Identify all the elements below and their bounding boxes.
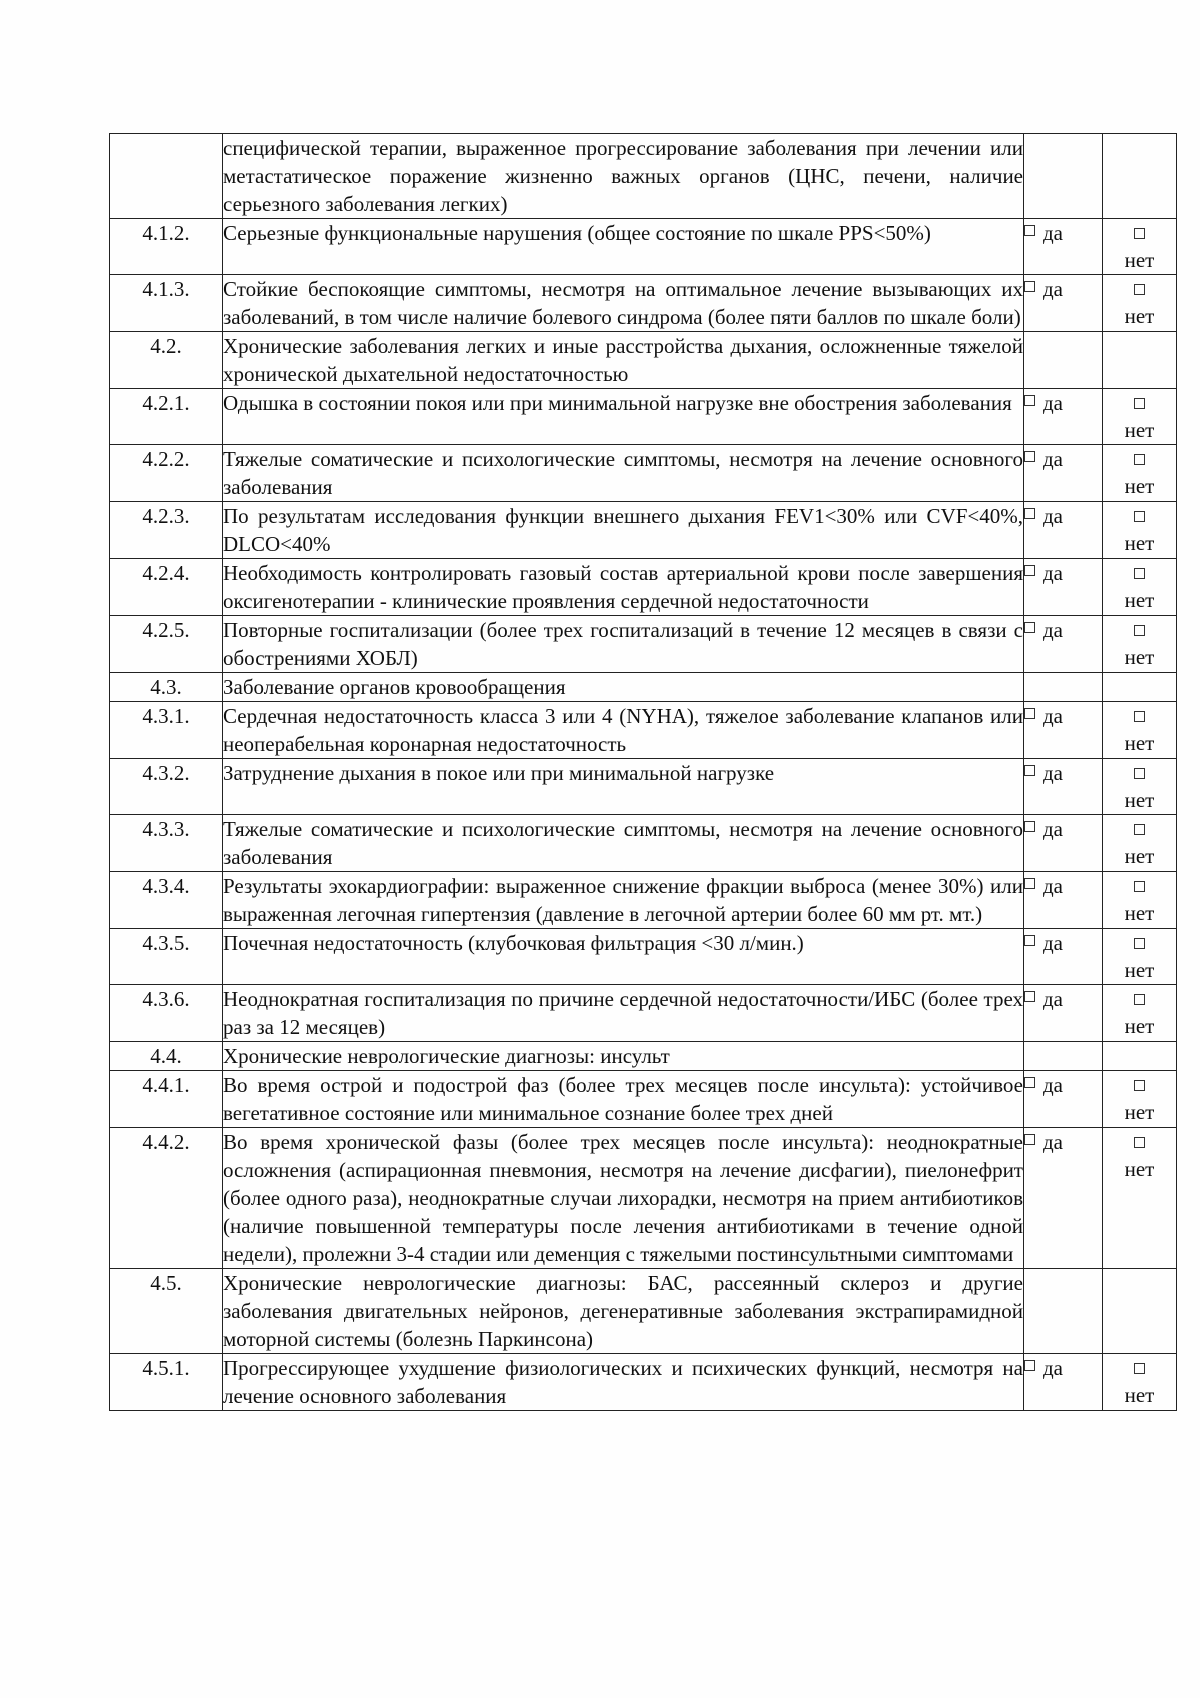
yes-cell [1024,332,1103,389]
no-cell [1103,759,1177,815]
no-label: нет [1124,418,1155,442]
yes-checkbox[interactable] [1024,451,1035,462]
no-cell [1103,985,1177,1042]
yes-checkbox[interactable] [1024,1077,1035,1088]
table-row [110,1354,1177,1411]
yes-cell [1024,1071,1103,1128]
yes-checkbox[interactable] [1024,878,1035,889]
table-row [110,616,1177,673]
no-label: нет [1124,788,1155,812]
no-label: нет [1124,958,1155,982]
row-criterion-text: Необходимость контролировать газовый состав артериальной крови после завершения оксигенотерапии - клинические проявления сердечной недостаточности [223,559,1024,616]
no-checkbox[interactable] [1134,398,1145,409]
no-cell [1103,929,1177,985]
row-criterion-text: Во время хронической фазы (более трех месяцев после инсульта): неоднократные осложнения (аспирационная пневмония, несмотря на лечение дисфагии), пиелонефрит (более одного раза), неоднократные случаи лихорадки, несмотря на прием антибиотиков (наличие повышенной температуры после лечения антибиотиками в течение одной недели), пролежни 3-4 стадии или деменция с тяжелыми постинсультными симптомами [223,1128,1024,1269]
yes-cell [1024,275,1103,332]
row-number: 4.3.4. [110,872,223,929]
no-cell [1103,275,1177,332]
yes-checkbox[interactable] [1024,281,1035,292]
row-number: 4.2.2. [110,445,223,502]
yes-label: да [1043,874,1064,898]
row-criterion-text: Почечная недостаточность (клубочковая фильтрация <30 л/мин.) [223,929,1024,985]
row-number: 4.3.3. [110,815,223,872]
no-cell [1103,1354,1177,1411]
row-criterion-text: Тяжелые соматические и психологические симптомы, несмотря на лечение основного заболевания [223,815,1024,872]
criteria-table-body [110,134,1177,1411]
yes-cell [1024,929,1103,985]
row-criterion-text: Тяжелые соматические и психологические симптомы, несмотря на лечение основного заболевания [223,445,1024,502]
no-cell [1103,389,1177,445]
no-label: нет [1124,901,1155,925]
yes-label: да [1043,221,1064,245]
no-cell [1103,673,1177,702]
yes-checkbox[interactable] [1024,1360,1035,1371]
row-criterion-text: Результаты эхокардиографии: выраженное снижение фракции выброса (менее 30%) или выраженная легочная гипертензия (давление в легочной артерии более 60 мм рт. мт.) [223,872,1024,929]
row-number: 4.2.4. [110,559,223,616]
no-cell [1103,559,1177,616]
row-criterion-text: специфической терапии, выраженное прогрессирование заболевания при лечении или метастатическое поражение жизненно важных органов (ЦНС, печени, наличие серьезного заболевания легких) [223,134,1024,219]
yes-cell [1024,1128,1103,1269]
no-checkbox[interactable] [1134,824,1145,835]
yes-label: да [1043,761,1064,785]
yes-cell [1024,702,1103,759]
no-checkbox[interactable] [1134,1363,1145,1374]
table-row [110,445,1177,502]
no-checkbox[interactable] [1134,881,1145,892]
yes-cell [1024,759,1103,815]
row-number: 4.3. [110,673,223,702]
table-row [110,1042,1177,1071]
no-cell [1103,616,1177,673]
yes-checkbox[interactable] [1024,508,1035,519]
row-number: 4.2.1. [110,389,223,445]
no-cell [1103,332,1177,389]
yes-cell [1024,1354,1103,1411]
no-checkbox[interactable] [1134,454,1145,465]
no-label: нет [1124,731,1155,755]
table-row [110,929,1177,985]
no-checkbox[interactable] [1134,768,1145,779]
row-number: 4.3.5. [110,929,223,985]
no-checkbox[interactable] [1134,228,1145,239]
no-label: нет [1124,531,1155,555]
no-checkbox[interactable] [1134,284,1145,295]
row-criterion-text: Повторные госпитализации (более трех госпитализаций в течение 12 месяцев в связи с обострениями ХОБЛ) [223,616,1024,673]
yes-cell [1024,134,1103,219]
no-cell [1103,502,1177,559]
row-number: 4.3.1. [110,702,223,759]
no-label: нет [1124,645,1155,669]
row-criterion-text: Сердечная недостаточность класса 3 или 4 (NYHA), тяжелое заболевание клапанов или неоперабельная коронарная недостаточность [223,702,1024,759]
yes-cell [1024,389,1103,445]
yes-label: да [1043,391,1064,415]
yes-label: да [1043,1130,1064,1154]
row-criterion-text: Хронические неврологические диагнозы: инсульт [223,1042,1024,1071]
table-row [110,389,1177,445]
row-number [110,134,223,219]
yes-cell [1024,219,1103,275]
no-checkbox[interactable] [1134,938,1145,949]
yes-cell [1024,445,1103,502]
table-row [110,332,1177,389]
yes-label: да [1043,817,1064,841]
yes-label: да [1043,618,1064,642]
yes-cell [1024,985,1103,1042]
yes-label: да [1043,561,1064,585]
row-number: 4.4.2. [110,1128,223,1269]
yes-label: да [1043,504,1064,528]
yes-cell [1024,616,1103,673]
row-number: 4.2.3. [110,502,223,559]
table-row [110,1071,1177,1128]
no-cell [1103,1269,1177,1354]
row-criterion-text: Неоднократная госпитализация по причине сердечной недостаточности/ИБС (более трех раз за 12 месяцев) [223,985,1024,1042]
yes-checkbox[interactable] [1024,622,1035,633]
no-cell [1103,1042,1177,1071]
no-cell [1103,445,1177,502]
yes-cell [1024,559,1103,616]
row-number: 4.5. [110,1269,223,1354]
no-label: нет [1124,1383,1155,1407]
table-row [110,985,1177,1042]
yes-label: да [1043,704,1064,728]
no-label: нет [1124,304,1155,328]
yes-cell [1024,673,1103,702]
no-checkbox[interactable] [1134,1080,1145,1091]
row-criterion-text: Хронические неврологические диагнозы: БАС, рассеянный склероз и другие заболевания двигательных нейронов, дегенеративные заболевания экстрапирамидной моторной системы (болезнь Паркинсона) [223,1269,1024,1354]
row-number: 4.4. [110,1042,223,1071]
yes-checkbox[interactable] [1024,821,1035,832]
table-row [110,673,1177,702]
row-criterion-text: Заболевание органов кровообращения [223,673,1024,702]
no-label: нет [1124,588,1155,612]
no-label: нет [1124,1157,1155,1181]
row-criterion-text: Одышка в состоянии покоя или при минимальной нагрузке вне обострения заболевания [223,389,1024,445]
row-criterion-text: По результатам исследования функции внешнего дыхания FEV1<30% или CVF<40%, DLCO<40% [223,502,1024,559]
row-number: 4.2. [110,332,223,389]
yes-checkbox[interactable] [1024,565,1035,576]
row-number: 4.4.1. [110,1071,223,1128]
table-row [110,1128,1177,1269]
no-checkbox[interactable] [1134,625,1145,636]
yes-cell [1024,1269,1103,1354]
row-number: 4.1.2. [110,219,223,275]
row-number: 4.3.2. [110,759,223,815]
no-label: нет [1124,1100,1155,1124]
yes-checkbox[interactable] [1024,395,1035,406]
yes-cell [1024,1042,1103,1071]
yes-checkbox[interactable] [1024,991,1035,1002]
yes-checkbox[interactable] [1024,708,1035,719]
table-row [110,219,1177,275]
no-checkbox[interactable] [1134,511,1145,522]
no-checkbox[interactable] [1134,994,1145,1005]
no-checkbox[interactable] [1134,1137,1145,1148]
table-row [110,502,1177,559]
table-row [110,1269,1177,1354]
row-criterion-text: Серьезные функциональные нарушения (общее состояние по шкале PPS<50%) [223,219,1024,275]
row-number: 4.5.1. [110,1354,223,1411]
yes-cell [1024,815,1103,872]
yes-checkbox[interactable] [1024,935,1035,946]
table-row [110,702,1177,759]
no-cell [1103,1128,1177,1269]
row-criterion-text: Хронические заболевания легких и иные расстройства дыхания, осложненные тяжелой хронической дыхательной недостаточностью [223,332,1024,389]
table-row [110,275,1177,332]
no-cell [1103,1071,1177,1128]
no-label: нет [1124,248,1155,272]
row-criterion-text: Стойкие беспокоящие симптомы, несмотря на оптимальное лечение вызывающих их заболеваний, в том числе наличие болевого синдрома (более пяти баллов по шкале боли) [223,275,1024,332]
no-checkbox[interactable] [1134,711,1145,722]
table-row [110,872,1177,929]
yes-label: да [1043,931,1064,955]
yes-checkbox[interactable] [1024,765,1035,776]
no-label: нет [1124,1014,1155,1038]
yes-label: да [1043,987,1064,1011]
no-cell [1103,134,1177,219]
yes-checkbox[interactable] [1024,1134,1035,1145]
row-criterion-text: Затруднение дыхания в покое или при минимальной нагрузке [223,759,1024,815]
row-number: 4.2.5. [110,616,223,673]
row-number: 4.1.3. [110,275,223,332]
yes-checkbox[interactable] [1024,225,1035,236]
yes-label: да [1043,1356,1064,1380]
yes-label: да [1043,277,1064,301]
yes-label: да [1043,1073,1064,1097]
criteria-table [109,133,1177,1411]
table-row [110,759,1177,815]
yes-label: да [1043,447,1064,471]
row-criterion-text: Во время острой и подострой фаз (более трех месяцев после инсульта): устойчивое вегетативное состояние или минимальное сознание более трех дней [223,1071,1024,1128]
table-row [110,134,1177,219]
table-row [110,559,1177,616]
row-number: 4.3.6. [110,985,223,1042]
yes-cell [1024,872,1103,929]
no-cell [1103,872,1177,929]
yes-cell [1024,502,1103,559]
no-cell [1103,702,1177,759]
row-criterion-text: Прогрессирующее ухудшение физиологических и психических функций, несмотря на лечение основного заболевания [223,1354,1024,1411]
no-label: нет [1124,844,1155,868]
no-checkbox[interactable] [1134,568,1145,579]
table-row [110,815,1177,872]
no-cell [1103,815,1177,872]
no-cell [1103,219,1177,275]
no-label: нет [1124,474,1155,498]
